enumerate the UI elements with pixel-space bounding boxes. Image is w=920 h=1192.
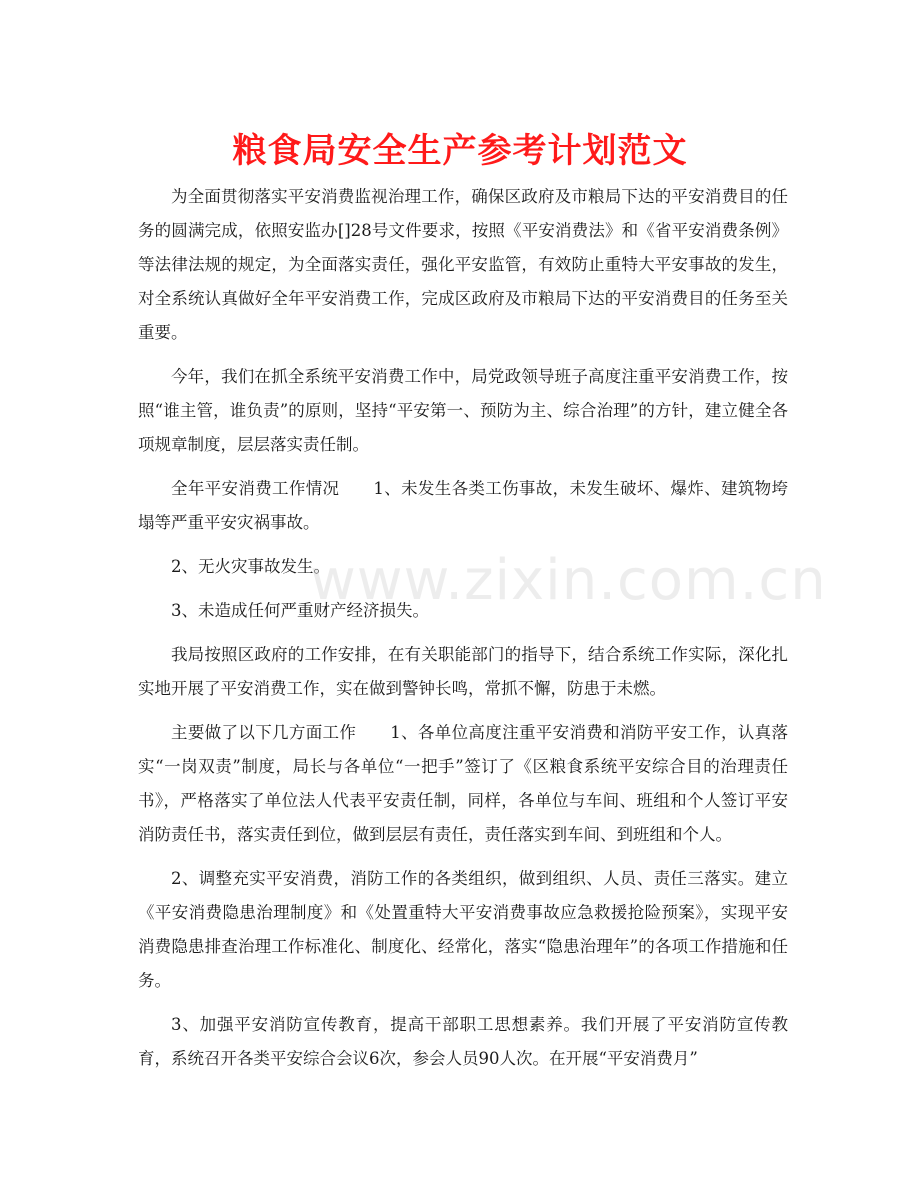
paragraph-text: 2、无火灾事故发生。 xyxy=(171,557,330,576)
paragraph-text: 1、各单位高度注重平安消费和消防平安工作，认真落实“一岗双责”制度，局长与各单位“一把手”签订了《区粮食系统平安综合目的治理责任书》，严格落实了单位法人代表平安责任制，同样，各单位与车间、班组和个人签订平安消防责任书，落实责任到位，做到层层有责任，责任落实到车间、到班组和个人。 xyxy=(138,723,789,844)
paragraph xyxy=(138,594,788,628)
paragraph xyxy=(138,716,788,852)
paragraph-text: 为全面贯彻落实平安消费监视治理工作，确保区政府及市粮局下达的平安消费目的任务的圆满完成，依照安监办[]28号文件要求，按照《平安消费法》和《省平安消费条例》等法律法规的规定，为全面落实责任，强化平安监管，有效防止重特大平安事故的发生，对全系统认真做好全年平安消费工作，完成区政府及市粮局下达的平安消费目的任务至关重要。 xyxy=(138,187,788,342)
paragraph-text: 2、调整充实平安消费，消防工作的各类组织，做到组织、人员、责任三落实。建立《平安消费隐患治理制度》和《处置重特大平安消费事故应急救援抢险预案》，实现平安消费隐患排查治理工作标准化、制度化、经常化，落实“隐患治理年”的各项工作措施和任务。 xyxy=(138,869,788,990)
document-title: 粮食局安全生产参考计划范文 xyxy=(232,131,688,171)
paragraph-text: 今年，我们在抓全系统平安消费工作中，局党政领导班子高度注重平安消费工作，按照“谁主管，谁负责”的原则，坚持“平安第一、预防为主、综合治理”的方针，建立健全各项规章制度，层层落实责任制。 xyxy=(138,367,788,454)
paragraph-text: 我局按照区政府的工作安排，在有关职能部门的指导下，结合系统工作实际，深化扎实地开展了平安消费工作，实在做到警钟长鸣，常抓不懈，防患于未燃。 xyxy=(138,645,788,698)
section-lead: 全年平安消费工作情况 xyxy=(171,479,340,498)
paragraph xyxy=(138,472,788,540)
paragraph-text: 3、加强平安消防宣传教育，提高干部职工思想素养。我们开展了平安消防宣传教育，系统召开各类平安综合会议6次，参会人员90人次。在开展“平安消费月” xyxy=(138,1015,788,1068)
section-lead: 主要做了以下几方面工作 xyxy=(171,723,357,742)
paragraph-text: 3、未造成任何严重财产经济损失。 xyxy=(171,601,429,620)
paragraph xyxy=(138,180,788,350)
document-body xyxy=(138,180,788,1086)
paragraph xyxy=(138,1008,788,1076)
paragraph xyxy=(138,638,788,706)
paragraph-text: 1、未发生各类工伤事故，未发生破坏、爆炸、建筑物垮塌等严重平安灾祸事故。 xyxy=(138,479,789,532)
paragraph xyxy=(138,360,788,462)
paragraph xyxy=(138,550,788,584)
watermark: www.zixin.com.cn xyxy=(310,548,827,613)
paragraph xyxy=(138,862,788,998)
